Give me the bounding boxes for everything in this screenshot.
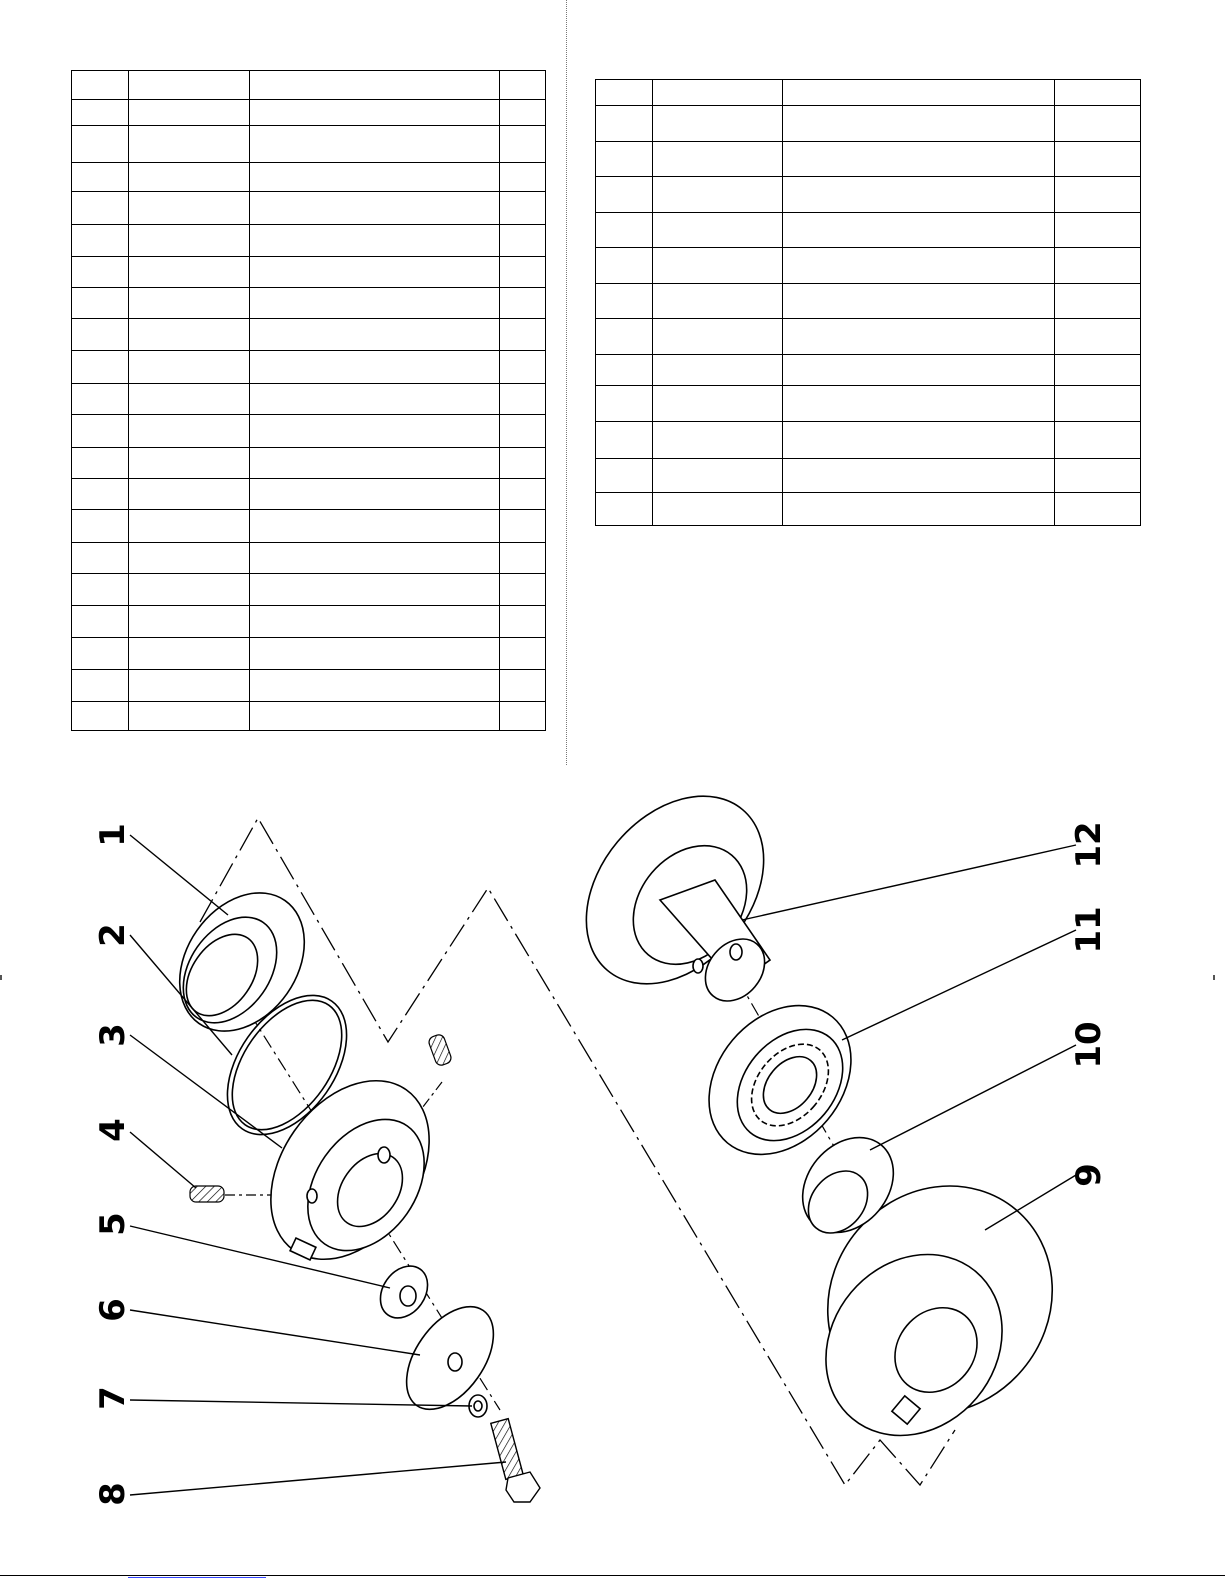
callout-11: 11 — [1069, 906, 1109, 954]
leader-line-6 — [130, 1310, 420, 1355]
leader-line-3 — [130, 1035, 282, 1148]
footer-rule — [0, 1575, 1225, 1576]
callout-12: 12 — [1069, 821, 1109, 869]
callout-9: 9 — [1069, 1163, 1109, 1187]
leader-line-11 — [842, 930, 1076, 1040]
leader-line-12 — [742, 845, 1076, 920]
leader-line-1 — [130, 835, 228, 915]
leader-line-4 — [130, 1132, 196, 1188]
part-5-spacer — [371, 1257, 438, 1327]
callout-2: 2 — [93, 923, 133, 947]
part-12-flanged-shaft — [550, 761, 800, 1018]
callout-1: 1 — [93, 823, 133, 847]
callout-10: 10 — [1069, 1021, 1109, 1069]
footer-link-underline[interactable] — [128, 1577, 266, 1578]
callout-7: 7 — [93, 1386, 133, 1410]
leader-line-10 — [870, 1045, 1076, 1150]
callout-4: 4 — [93, 1118, 133, 1142]
leader-line-8 — [130, 1462, 506, 1495]
part-8-bolt — [491, 1419, 540, 1502]
callout-5: 5 — [93, 1212, 133, 1236]
part-3-hub — [238, 1051, 462, 1290]
callout-6: 6 — [93, 1298, 133, 1322]
callout-8: 8 — [93, 1482, 133, 1506]
callout-3: 3 — [93, 1023, 133, 1047]
